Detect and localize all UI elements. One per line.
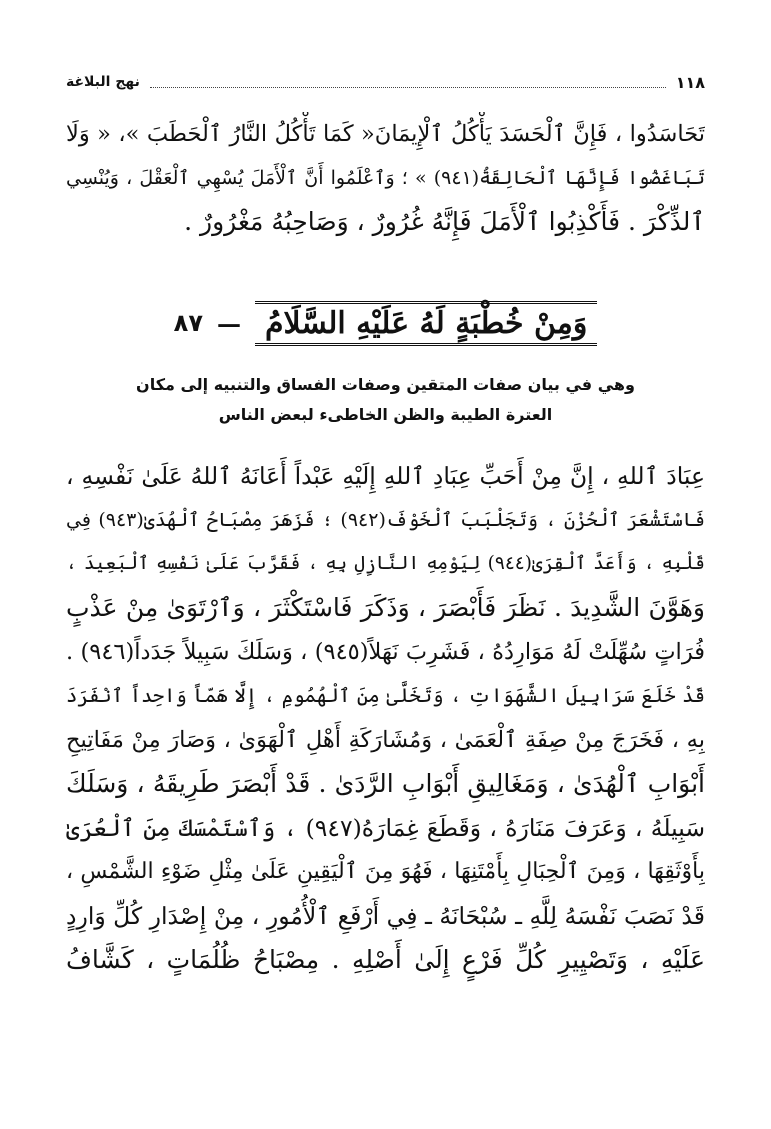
sermon-heading <box>150 296 621 350</box>
subtitle-line: وهي في بيان صفات المتقين وصفات الفساق والتنبيه إلى مكان <box>136 375 635 394</box>
running-head <box>66 70 705 94</box>
text-line: قَلْبِهِ ، وَأَعَدَّ ٱلْقِرَىٰ(٩٤٤) لِيَوْمِهِ النَّازِلِ بِهِ ، فَقَرَّبَ عَلَىٰ نَفْسِهِ ٱلْبَعِيدَ ، <box>66 553 705 574</box>
text-line: قَدْ نَصَبَ نَفْسَهُ لِلَّهِ ـ سُبْحَانَهُ ـ فِي أَرْفَعِ ٱلْأُمُورِ ، مِنْ إِصْدَارِ كُلِّ وَارِدٍ <box>66 902 705 930</box>
sermon-dash: — <box>216 308 241 338</box>
text-line: عِبَادَ ٱللهِ ، إِنَّ مِنْ أَحَبِّ عِبَادِ ٱللهِ إِلَيْهِ عَبْداً أَعَانَهُ ٱللهُ عَلَىٰ نَفْسِهِ ، <box>66 462 705 490</box>
sermon-title: وَمِنْ خُطْبَةٍ لَهُ عَلَيْهِ السَّلَامُ <box>255 301 597 346</box>
text-line: فَاسْتَشْعَرَ ٱلْحُزْنَ ، وَتَجَلْبَبَ ٱلْخَوْفَ(٩٤٢) ؛ فَزَهَرَ مِصْبَاحُ ٱلْهُدَىٰ(٩٤٣) فِي <box>66 509 705 531</box>
text-line: فُرَاتٍ سُهِّلَتْ لَهُ مَوَارِدُهُ ، فَشَرِبَ نَهَلاً(٩٤٥) ، وَسَلَكَ سَبِيلاً جَدَداً(٩٤٦) . <box>66 639 705 665</box>
text-line: بِهِ ، فَخَرَجَ مِنْ صِفَةِ ٱلْعَمَىٰ ، وَمُشَارَكَةِ أَهْلِ ٱلْهَوَىٰ ، وَصَارَ مِنْ مَفَاتِيحِ <box>66 727 705 753</box>
text-line: بِأَوْثَقِهَا ، وَمِنَ ٱلْحِبَالِ بِأَمْتَنِهَا ، فَهُوَ مِنَ ٱلْيَقِينِ عَلَىٰ مِثْلِ ضَوْءِ الشَّمْسِ ، <box>66 859 705 884</box>
subtitle-line: العترة الطيبة والظن الخاطىء لبعض الناس <box>218 405 553 424</box>
text-line: قَدْ خَلَعَ سَرَابِيلَ الشَّهَوَاتِ ، وَتَخَلَّىٰ مِنَ ٱلْهُمُومِ ، إِلَّا هَمّاً وَاحِداً ٱنْفَرَدَ <box>66 684 705 707</box>
page-number: ١١٨ <box>675 72 705 92</box>
sermon-body <box>66 454 705 982</box>
book-title: نهج البلاغة <box>66 74 140 90</box>
text-line: وَهَوَّنَ الشَّدِيدَ . نَظَرَ فَأَبْصَرَ ، وَذَكَرَ فَاسْتَكْثَرَ ، وَٱرْتَوَىٰ مِنْ عَذْبٍ <box>66 593 705 622</box>
sermon-number: ٨٧ <box>173 309 203 337</box>
text-line: تَبَاغَضُوا فَإِنَّهَا ٱلْحَالِقَةُ(٩٤١) » ؛ وَٱعْلَمُوا أَنَّ ٱلْأَمَلَ يُسْهِي ٱلْعَقْلَ ، وَيُنْسِي <box>66 167 705 189</box>
paragraph-continuation <box>66 112 705 244</box>
text-line: ٱلذِّكْرَ . فَأَكْذِبُوا ٱلْأَمَلَ فَإِنَّهُ غُرُورٌ ، وَصَاحِبُهُ مَغْرُورٌ . <box>184 207 705 236</box>
sermon-subtitle <box>80 370 691 430</box>
text-line: تَحَاسَدُوا ، فَإِنَّ ٱلْحَسَدَ يَأْكُلُ ٱلْإِيمَانَ« كَمَا تَأْكُلُ النَّارُ ٱلْحَطَبَ »، « وَلَا <box>66 121 705 147</box>
text-line: أَبْوَابِ ٱلْهُدَىٰ ، وَمَغَالِيقِ أَبْوَابِ الرَّدَىٰ . قَدْ أَبْصَرَ طَرِيقَهُ ، وَسَلَكَ <box>66 769 705 798</box>
text-line: عَلَيْهِ ، وَتَصْيِيرِ كُلِّ فَرْعٍ إِلَىٰ أَصْلِهِ . مِصْبَاحُ ظُلُمَاتٍ ، كَشَّافُ <box>66 945 705 974</box>
dotted-leader <box>150 77 666 88</box>
text-line: سَبِيلَهُ ، وَعَرَفَ مَنَارَهُ ، وَقَطَعَ غِمَارَهُ(٩٤٧) ، وَٱسْتَمْسَكَ مِنَ ٱلْعُرَىٰ <box>66 814 705 842</box>
